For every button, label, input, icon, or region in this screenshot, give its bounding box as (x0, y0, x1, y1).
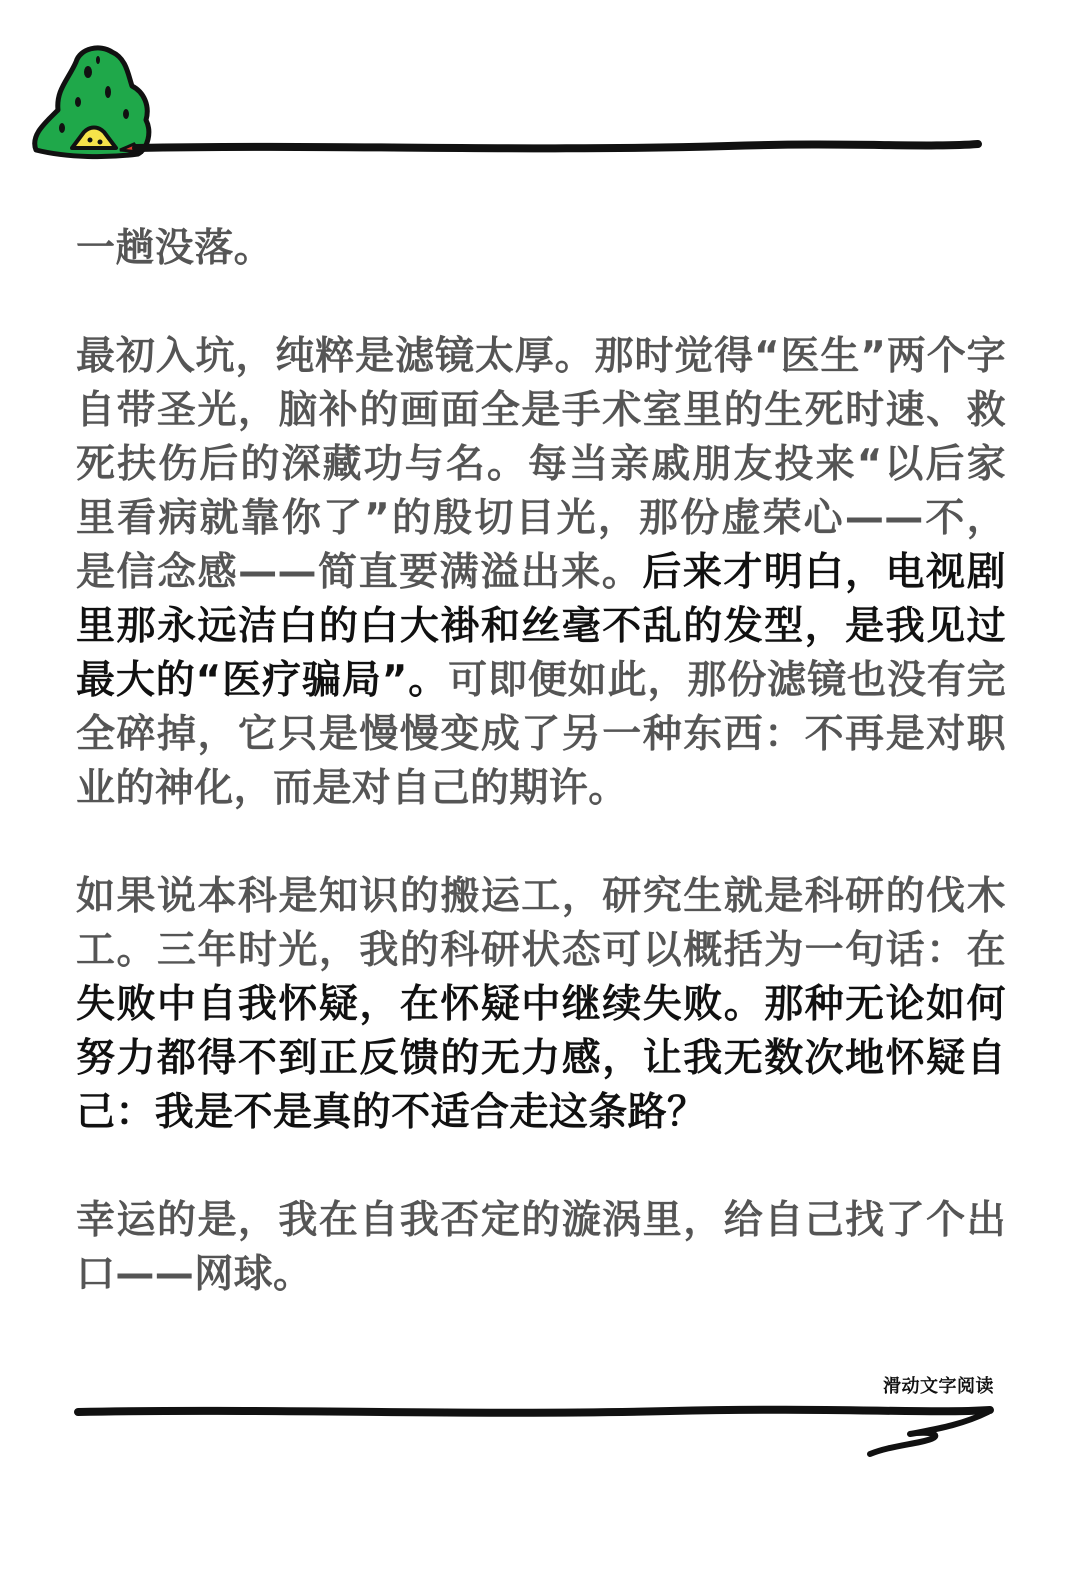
body-text: 可即便如此，那份滤镜也没有完全碎掉，它只是慢慢变成了另一种东西：不再是对职业的神化，而是对自己的期许。 (76, 658, 1006, 811)
emphasis-text: 失败中自我怀疑，在怀疑中继续失败。那种无论如何努力都得不到正反馈的无力感，让我无数次地怀疑自己：我是不是真的不适合走这条路？ (76, 982, 1006, 1135)
body-text: 如果说本科是知识的搬运工，研究生就是科研的伐木工。三年时光，我的科研状态可以概括为一句话：在 (76, 874, 1006, 973)
scribble-icon (870, 1412, 988, 1454)
top-divider-line (136, 144, 978, 148)
bottom-divider-line (78, 1410, 990, 1413)
top-decoration (28, 40, 988, 170)
body-text: 一趟没落。 (76, 226, 274, 271)
paragraph (76, 330, 1006, 816)
body-text: 最初入坑，纯粹是滤镜太厚。那时觉得“医生”两个字自带圣光，脑补的画面全是手术室里的生死时速、救死扶伤后的深藏功与名。每当亲戚朋友投来“以后家里看病就靠你了”的殷切目光，那份虚荣心——不，是信念感——简直要满溢出来。 (76, 334, 1006, 595)
tree-house-icon (35, 48, 149, 157)
scroll-hint: 滑动文字阅读 (883, 1376, 994, 1397)
paragraph (76, 870, 1006, 1140)
paragraph (76, 222, 1006, 276)
body-text: 幸运的是，我在自我否定的漩涡里，给自己找了个出口——网球。 (76, 1198, 1006, 1297)
bottom-decoration (70, 1400, 1010, 1470)
emphasis-text: 后来才明白，电视剧里那永远洁白的白大褂和丝毫不乱的发型，是我见过最大的“医疗骗局”。 (76, 550, 1006, 703)
article-body (76, 222, 1006, 1356)
paragraph (76, 1194, 1006, 1302)
